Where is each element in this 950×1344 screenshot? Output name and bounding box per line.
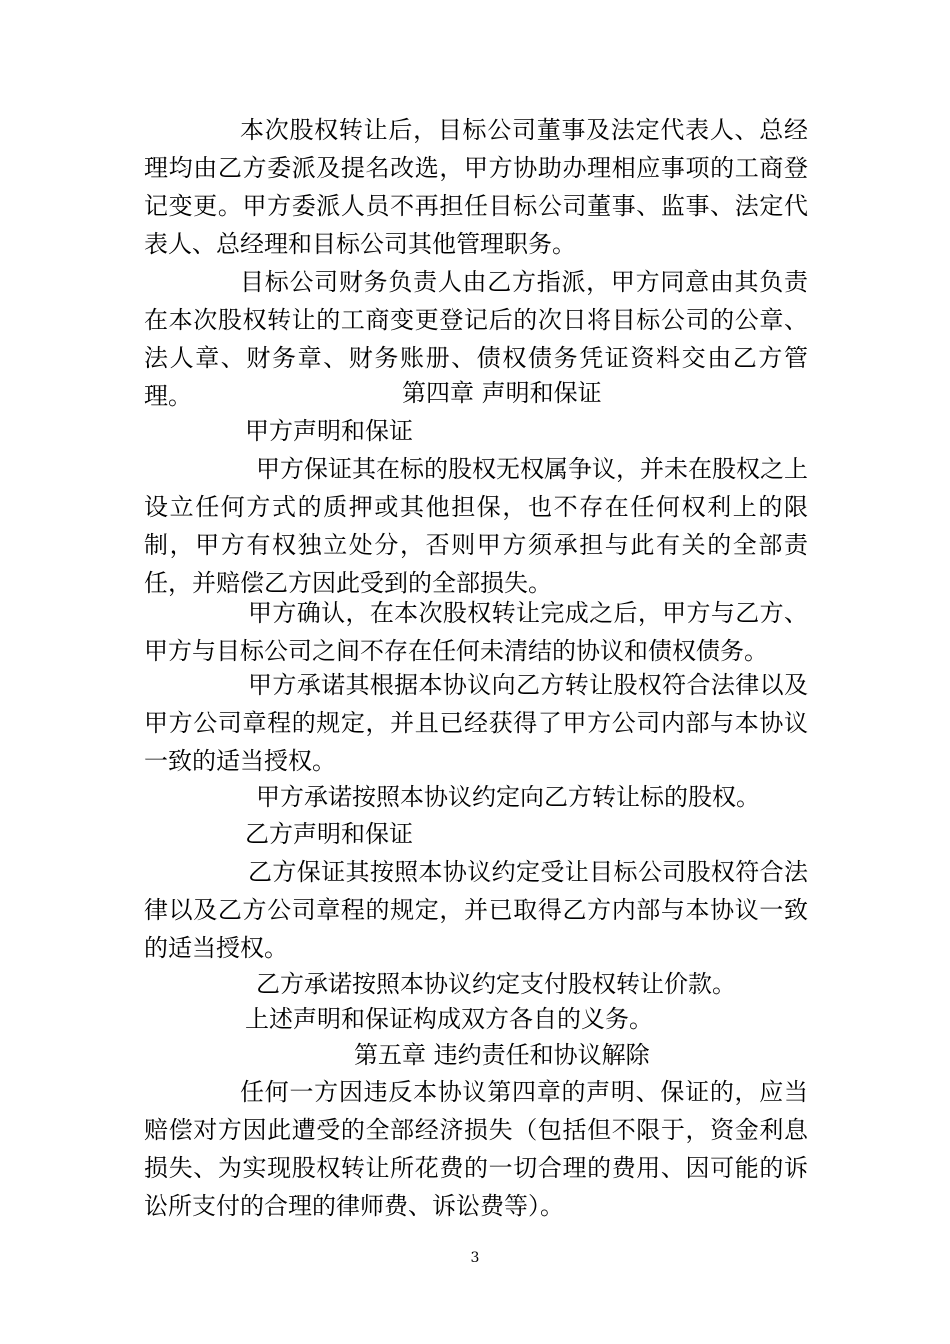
paragraph-breach-liability: 任何一方因违反本协议第四章的声明、保证的，应当赔偿对方因此遭受的全部经济损失（包括但不限于，资金利息损失、为实现股权转让所花费的一切合理的费用、因可能的诉讼所支付的合理的律师费、诉讼费等）。 xyxy=(144,1078,808,1220)
party-b-section-heading: 乙方声明和保证 xyxy=(245,820,413,848)
page-number: 3 xyxy=(470,1250,480,1266)
paragraph-party-a-equity-warranty: 甲方保证其在标的股权无权属争议，并未在股权之上设立任何方式的质押或其他担保，也不存在任何权利上的限制，甲方有权独立处分，否则甲方须承担与此有关的全部责任，并赔偿乙方因此受到的全部损失。 xyxy=(144,455,808,597)
paragraph-mutual-obligations: 上述声明和保证构成双方各自的义务。 xyxy=(245,1005,653,1033)
paragraph-finance-manager: 目标公司财务负责人由乙方指派，甲方同意由其负责在本次股权转让的工商变更登记后的次日将目标公司的公章、法人章、财务章、财务账册、债权债务凭证资料交由乙方管理。 xyxy=(144,268,808,410)
paragraph-party-a-confirmation: 甲方确认，在本次股权转让完成之后，甲方与乙方、甲方与目标公司之间不存在任何未清结的协议和债权债务。 xyxy=(144,599,808,665)
paragraph-party-a-authorization: 甲方承诺其根据本协议向乙方转让股权符合法律以及甲方公司章程的规定，并且已经获得了甲方公司内部与本协议一致的适当授权。 xyxy=(144,671,808,775)
paragraph-party-b-warranty: 乙方保证其按照本协议约定受让目标公司股权符合法律以及乙方公司章程的规定，并已取得乙方内部与本协议一致的适当授权。 xyxy=(144,858,808,962)
paragraph-party-a-transfer-promise: 甲方承诺按照本协议约定向乙方转让标的股权。 xyxy=(256,783,760,811)
chapter-5-heading: 第五章 违约责任和协议解除 xyxy=(354,1041,650,1069)
chapter-4-heading: 第四章 声明和保证 xyxy=(402,379,602,407)
party-a-section-heading: 甲方声明和保证 xyxy=(245,417,413,445)
paragraph-party-b-payment-promise: 乙方承诺按照本协议约定支付股权转让价款。 xyxy=(256,970,736,998)
paragraph-director-appointment: 本次股权转让后，目标公司董事及法定代表人、总经理均由乙方委派及提名改选，甲方协助办理相应事项的工商登记变更。甲方委派人员不再担任目标公司董事、监事、法定代表人、总经理和目标公司其他管理职务。 xyxy=(144,116,808,258)
